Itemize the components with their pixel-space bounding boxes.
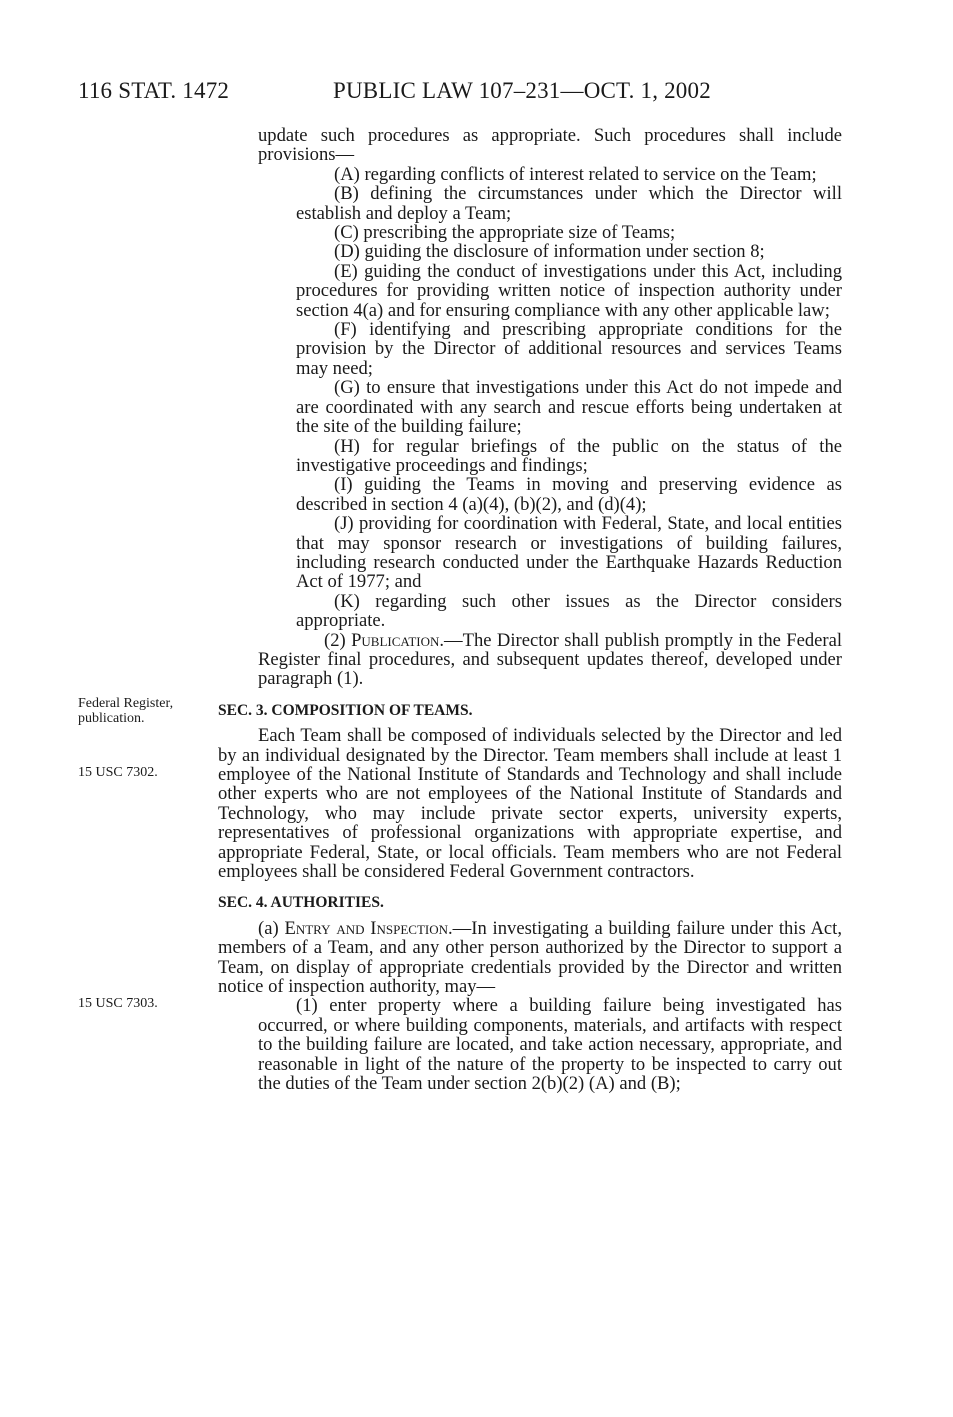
margin-note-federal-register: Federal Register, publication. bbox=[78, 696, 174, 726]
running-header: PUBLIC LAW 107–231—OCT. 1, 2002 bbox=[333, 78, 711, 103]
list-item: (G) to ensure that investigations under this Act do not impede and are coordinated with any search and rescue efforts being undertaken at the site of the building failure; bbox=[296, 377, 842, 438]
publication-number: (2) bbox=[324, 629, 346, 651]
publication-text: —The Director shall publish promptly in the Federal Register final procedures, and subsequent updates thereof, developed under paragraph (1). bbox=[258, 629, 843, 690]
section-4a-number: (a) bbox=[258, 917, 279, 939]
section-3-heading: SEC. 3. COMPOSITION OF TEAMS. bbox=[218, 701, 473, 719]
statute-page-number: 116 STAT. 1472 bbox=[78, 78, 230, 103]
section-3-paragraph: Each Team shall be composed of individuals selected by the Director and led by an individual designated by the Director. Team members shall include at least 1 employee of the National Institute of Standards and Technology and shall include other experts who are not employees of the National Institute of Standards and Technology, who may include private sector experts, university experts, representatives of professional organizations with appropriate expertise, and appropriate Federal, State, or local officials. Team members who are not Federal employees shall be considered Federal Government contractors. bbox=[218, 725, 842, 883]
list-item: (K) regarding such other issues as the Director considers appropriate. bbox=[296, 590, 842, 632]
list-item: (I) guiding the Teams in moving and preserving evidence as described in section 4 (a)(4), (b)(2), and (d)(4); bbox=[296, 474, 842, 515]
section-4a-paragraph bbox=[218, 919, 842, 997]
margin-note-usc-7303: 15 USC 7303. bbox=[78, 996, 158, 1011]
list-item: (B) defining the circumstances under which the Director will establish and deploy a Team; bbox=[296, 183, 842, 224]
document-body bbox=[218, 126, 842, 1094]
list-item: (J) providing for coordination with Federal, State, and local entities that may sponsor research or investigations of building failures, including research conducted under the Earthquake Hazards Reduction Act of 1977; and bbox=[296, 513, 842, 593]
list-item: (E) guiding the conduct of investigations under this Act, including procedures for providing written notice of inspection authority under section 4(a) and for ensuring compliance with any other applicable law; bbox=[296, 260, 842, 321]
margin-note-usc-7302: 15 USC 7302. bbox=[78, 765, 158, 780]
publication-paragraph bbox=[258, 631, 842, 689]
section-4-heading: SEC. 4. AUTHORITIES. bbox=[218, 894, 384, 912]
section-4a-text: —In investigating a building failure under this Act, members of a Team, and any other person authorized by the Director to support a Team, on display of appropriate credentials provided by the Director and written notice of inspection authority, may— bbox=[218, 917, 842, 998]
list-item: (A) regarding conflicts of interest related to service on the Team; bbox=[334, 163, 817, 185]
section-4a-label: Entry and Inspection. bbox=[284, 917, 453, 939]
publication-label: Publication. bbox=[351, 629, 445, 651]
section-4a-item-1: (1) enter property where a building failure being investigated has occurred, or where building components, materials, and artifacts with respect to the building failure are located, and take action necessary, appropriate, and reasonable in light of the nature of the property to be inspected to carry out the duties of the Team under section 2(b)(2) (A) and (B); bbox=[258, 995, 842, 1095]
list-item: (F) identifying and prescribing appropriate conditions for the provision by the Director of additional resources and services Teams may need; bbox=[296, 319, 842, 379]
list-item: (C) prescribing the appropriate size of Teams; bbox=[334, 222, 676, 244]
list-item: (D) guiding the disclosure of information under section 8; bbox=[334, 241, 765, 263]
intro-paragraph: update such procedures as appropriate. Such procedures shall include provisions— bbox=[258, 125, 842, 166]
list-item: (H) for regular briefings of the public on the status of the investigative proceedings and findings; bbox=[296, 435, 842, 476]
